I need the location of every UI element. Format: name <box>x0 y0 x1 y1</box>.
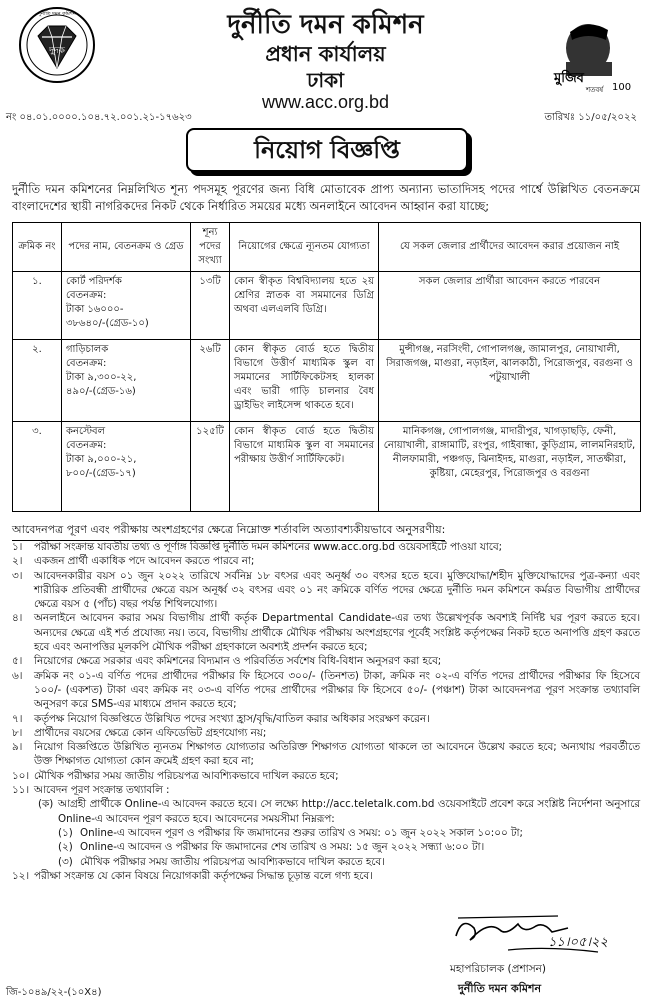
org-website: www.acc.org.bd <box>261 92 390 112</box>
post-cell: কোর্ট পরিদর্শক বেতনক্রম: টাকা ১৬০০০- ৩৮৬৪০/-(গ্রেড-১০) <box>62 272 191 340</box>
item-number: ১১। <box>12 784 30 797</box>
list-item <box>12 726 640 740</box>
post-cell: গাড়িচালক বেতনক্রম: টাকা ৯,৩০০-২২, ৪৯০/-(গ্রেড-১৬) <box>62 340 191 422</box>
column-header: যে সকল জেলার প্রার্থীদের আবেদন করার প্রয়োজন নাই <box>379 223 641 272</box>
conditions-heading: আবেদনপত্র পূরণ এবং পরীক্ষায় অংশগ্রহণের ক্ষেত্রে নিম্নোক্ত শর্তাবলি অত্যাবশ্যকীয়ভাবে অনুসরণীয়: <box>12 521 445 541</box>
notice-banner: নিয়োগ বিজ্ঞপ্তি <box>186 128 468 172</box>
list-item <box>12 869 640 883</box>
badge-text: মুজিব <box>554 71 584 86</box>
signature-date: ১১।০৫।২২ <box>548 935 608 950</box>
logo-caption: দুর্নীতি দমন কমিশন <box>38 11 76 17</box>
letterhead <box>0 0 651 118</box>
item-text: পরীক্ষা সংক্রান্ত যে কোন বিষয়ে নিয়োগকারী কর্তৃপক্ষের সিদ্ধান্ত চূড়ান্ত বলে গণ্য হবে। <box>34 869 373 882</box>
table-row <box>13 272 641 340</box>
list-item <box>12 769 640 783</box>
item-text: আবেদনকারীর বয়স ০১ জুন ২০২২ তারিখে সর্বনিম্ন ১৮ বৎসর এবং অনূর্ধ্ব ৩০ বৎসর হতে হবে। মুক্তিযোদ্ধা/শহীদ মুক্তিযোদ্ধাদের পুত্র-কন্যা এবং শারীরিক প্রতিবন্ধী প্রার্থীদের ক্ষেত্রে বয়স অনূর্ধ্ব ৩২ বৎসর এবং ০১ নং ক্রমিকে বর্ণিত পদের ক্ষেত্রে দুর্নীতি দমন কমিশনে কর্মরত বিভাগীয় প্রার্থীদের ক্ষেত্রে বয়স ৫ (পাঁচ) বছর পর্যন্ত শিথিলযোগ্য। <box>34 569 640 611</box>
list-item <box>34 826 640 840</box>
item-text: নিয়োগের ক্ষেত্রে সরকার এবং কমিশনের বিদ্যমান ও পরিবর্তিত সর্বশেষ বিধি-বিধান অনুসরণ করা হবে; <box>34 655 442 668</box>
sub-item-text: Online-এ আবেদন পূরণ ও পরীক্ষার ফি জমাদানের শুরুর তারিখ ও সময়: ০১ জুন ২০২২ সকাল ১০:০০ টা; <box>80 826 523 839</box>
list-item <box>34 855 640 869</box>
serial-cell: ১. <box>13 272 62 340</box>
list-item <box>12 654 640 668</box>
serial-cell: ৩. <box>13 422 62 512</box>
org-city: ঢাকা <box>307 68 344 92</box>
handwritten-signature <box>448 906 628 962</box>
table-row <box>13 340 641 422</box>
org-subtitle: প্রধান কার্যালয় <box>265 42 386 66</box>
item-text: একজন প্রার্থী একাধিক পদে আবেদন করতে পারবে না; <box>34 555 255 568</box>
item-text: পরীক্ষা সংক্রান্ত যাবতীয় তথ্য ও পূর্ণাঙ্গ বিজ্ঞপ্তি দুর্নীতি দমন কমিশনের www.acc.org.bd ওয়েবসাইটে পাওয়া যাবে; <box>34 541 503 553</box>
sub-item-text: মৌখিক পরীক্ষার সময় জাতীয় পরিচয়পত্র আবশ্যিকভাবে দাখিল করতে হবে। <box>80 855 385 868</box>
item-text: আবেদন পূরণ সংক্রান্ত তথ্যাবলি : <box>34 784 170 797</box>
post-cell: কনস্টেবল বেতনক্রম: টাকা ৯,০০০-২১, ৮০০/-(গ্রেড-১৭) <box>62 422 191 512</box>
sub-item-number: (৩) <box>58 855 73 868</box>
column-header: ক্রমিক নং <box>13 223 62 272</box>
item-number: ৭। <box>12 712 23 725</box>
list-item <box>34 840 640 854</box>
item-text: কর্তৃপক্ষ নিয়োগ বিজ্ঞপ্তিতে উল্লিখিত পদের সংখ্যা হ্রাস/বৃদ্ধি/বাতিল করার অধিকার সংরক্ষণ করেন। <box>34 712 430 725</box>
item-number: ৯। <box>12 741 23 754</box>
qualification-cell: কোন স্বীকৃত বোর্ড হতে দ্বিতীয় বিভাগে উত্তীর্ণ মাধ্যমিক স্কুল বা সমমানের সার্টিফিকেটসহ হালকা এবং ভারী গাড়ি চালনার বৈধ ড্রাইভিং লাইসেন্স থাকতে হবে। <box>230 340 379 422</box>
badge-num: 100 <box>612 82 632 93</box>
table-row <box>13 422 641 512</box>
item-number: ৩। <box>12 569 23 582</box>
column-header: পদের নাম, বেতনক্রম ও গ্রেড <box>62 223 191 272</box>
districts-cell: সকল জেলার প্রার্থীরা আবেদন করতে পারবেন <box>379 272 641 340</box>
memo-number: নং ০৪.০১.০০০০.১০৪.৭২.০০১.২১-১৭৬২৩ <box>6 112 192 123</box>
item-number: ৪। <box>12 612 23 625</box>
item-number: ৫। <box>12 655 23 668</box>
badge-sub: শতবর্ষ <box>586 86 604 94</box>
count-cell: ১৩টি <box>191 272 230 340</box>
sub-item-label: (ক) <box>38 798 54 811</box>
column-header: নিয়োগের ক্ষেত্রে ন্যূনতম যোগ্যতা <box>230 223 379 272</box>
application-info-ka <box>34 797 640 826</box>
list-item <box>12 740 640 769</box>
column-header: শূন্য পদের সংখ্যা <box>191 223 230 272</box>
qualification-cell: কোন স্বীকৃত বোর্ড হতে দ্বিতীয় বিভাগে মাধ্যমিক স্কুল বা সমমানের পরীক্ষায় উত্তীর্ণ সার্টিফিকেট। <box>230 422 379 512</box>
sub-item-number: (১) <box>58 826 73 839</box>
signatory-org: দুর্নীতি দমন কমিশন <box>458 982 542 995</box>
item-text: ক্রমিক নং ০১-এ বর্ণিত পদের প্রার্থীদের পরীক্ষার ফি হিসেবে ৩০০/- (তিনশত) টাকা, ক্রমিক নং ০২-এ বর্ণিত পদের প্রার্থীদের পরীক্ষার ফি হিসেবে ১০০/- (একশত) টাকা এবং ক্রমিক নং ০৩-এ বর্ণিত পদের প্রার্থীদের পরীক্ষার ফি হিসেবে ৫০/- (পঞ্চাশ) টাকা আবেদনপত্র পূরণ সংক্রান্ত তথ্যাবলি অনুসরণ করে SMS-এর মাধ্যমে প্রদান করতে হবে; <box>34 669 640 711</box>
signatory-title: মহাপরিচালক (প্রশাসন) <box>450 963 547 975</box>
item-number: ১২। <box>12 869 30 882</box>
item-text: প্রার্থীদের বয়সের ক্ষেত্রে কোন এফিডেভিট গ্রহণযোগ্য নয়; <box>34 726 267 739</box>
item-number: ২। <box>12 555 23 568</box>
sub-item-text: আগ্রহী প্রার্থীকে Online-এ আবেদন করতে হবে। সে লক্ষ্যে http://acc.teletalk.com.bd ওয়েবসাইটে প্রবেশ করে সংশ্লিষ্ট নির্দেশনা অনুসারে Online-এ আবেদন পূরণ করতে হবে। আবেদনের সময়সীমা নিম্নরূপ: <box>58 798 640 825</box>
list-item <box>12 611 640 654</box>
item-number: ১০। <box>12 769 30 782</box>
item-text: মৌখিক পরীক্ষার সময় জাতীয় পরিচয়পত্র আবশ্যিকভাবে দাখিল করতে হবে; <box>34 769 339 782</box>
item-number: ৮। <box>12 726 23 739</box>
item-text: অনলাইনে আবেদন করার সময় বিভাগীয় প্রার্থী কর্তৃক Departmental Candidate-এর তথ্য উল্লেখপূর্বক অবশ্যই নির্দিষ্ট ঘর পূরণ করতে হবে। অন্যদের ক্ষেত্রে এই শর্ত প্রযোজ্য নয়। তবে, বিভাগীয় প্রার্থীকে মৌখিক পরীক্ষায় অংশগ্রহণের পূর্বেই সংশ্লিষ্ট কর্তৃপক্ষের নিকট হতে অনাপত্তি গ্রহণ করতে হবে এবং অনাপত্তির মূলকপি মৌখিক পরীক্ষা গ্রহণকালে অবশ্যই প্রদর্শন করতে হবে; <box>34 612 640 654</box>
conditions-list <box>12 540 640 883</box>
districts-cell: মানিকগঞ্জ, গোপালগঞ্জ, মাদারীপুর, খাগড়াছড়ি, ফেনী, নোয়াখালী, রাঙ্গামাটি, রংপুর, গাইবান্ধা, কুড়িগ্রাম, লালমনিরহাট, নীলফামারী, পঞ্চগড়, ঝিনাইদহ, মাগুরা, নড়াইল, সাতক্ষীরা, কুষ্টিয়া, মেহেরপুর, পিরোজপুর ও বরগুনা <box>379 422 641 512</box>
org-title: দুর্নীতি দমন কমিশন <box>227 10 424 40</box>
footer-reference: জি-১০৪৯/২২-(১০X৪) <box>6 987 102 998</box>
list-item <box>12 783 640 869</box>
vacancy-table <box>12 222 641 512</box>
item-text: নিয়োগ বিজ্ঞপ্তিতে উল্লিখিত ন্যূনতম শিক্ষাগত যোগ্যতার অতিরিক্ত শিক্ষাগত যোগ্যতা থাকলে তা আবেদনে উল্লেখ করতে হবে; অন্যথায় পরবর্তীতে উক্ত শিক্ষাগত যোগ্যতা কোন ক্রমেই গ্রহণ করা হবে না; <box>34 741 640 768</box>
serial-cell: ২. <box>13 340 62 422</box>
list-item <box>12 669 640 712</box>
count-cell: ১২৫টি <box>191 422 230 512</box>
count-cell: ২৬টি <box>191 340 230 422</box>
districts-cell: মুন্সীগঞ্জ, নরসিংদী, গোপালগঞ্জ, জামালপুর, নোয়াখালী, সিরাজগঞ্জ, মাগুরা, নড়াইল, ঝালকাঠী, পিরোজপুর, বরগুনা ও পটুয়াখালী <box>379 340 641 422</box>
item-number: ৬। <box>12 669 23 682</box>
item-number: ১। <box>12 541 23 553</box>
intro-paragraph: দুর্নীতি দমন কমিশনের নিম্নলিখিত শূন্য পদসমূহ পূরণের জন্য বিধি মোতাবেক প্রাপ্য অন্যান্য ভাতাদিসহ পদের পার্শ্বে উল্লিখিত বেতনক্রমে বাংলাদেশের স্থায়ী নাগরিকদের নিকট থেকে নির্ধারিত সময়ের মধ্যে অনলাইনে আবেদন আহ্বান করা যাচ্ছে; <box>12 182 640 213</box>
list-item <box>12 569 640 612</box>
list-item <box>12 712 640 726</box>
list-item <box>12 540 640 554</box>
issue-date: তারিখঃ ১১/০৫/২০২২ <box>544 112 637 123</box>
list-item <box>12 554 640 568</box>
sub-item-text: Online-এ আবেদন ও পরীক্ষার ফি জমাদানের শেষ তারিখ ও সময়: ১৫ জুন ২০২২ সন্ধ্যা ৬:০০ টা। <box>80 841 485 854</box>
mujib-centenary-logo-icon <box>530 18 640 96</box>
qualification-cell: কোন স্বীকৃত বিশ্ববিদ্যালয় হতে ২য় শ্রেণির স্নাতক বা সমমানের ডিগ্রি অথবা এলএলবি ডিগ্রি। <box>230 272 379 340</box>
sub-item-number: (২) <box>58 841 73 854</box>
table-header-row <box>13 223 641 272</box>
logo-letters: দুদক <box>49 46 65 56</box>
